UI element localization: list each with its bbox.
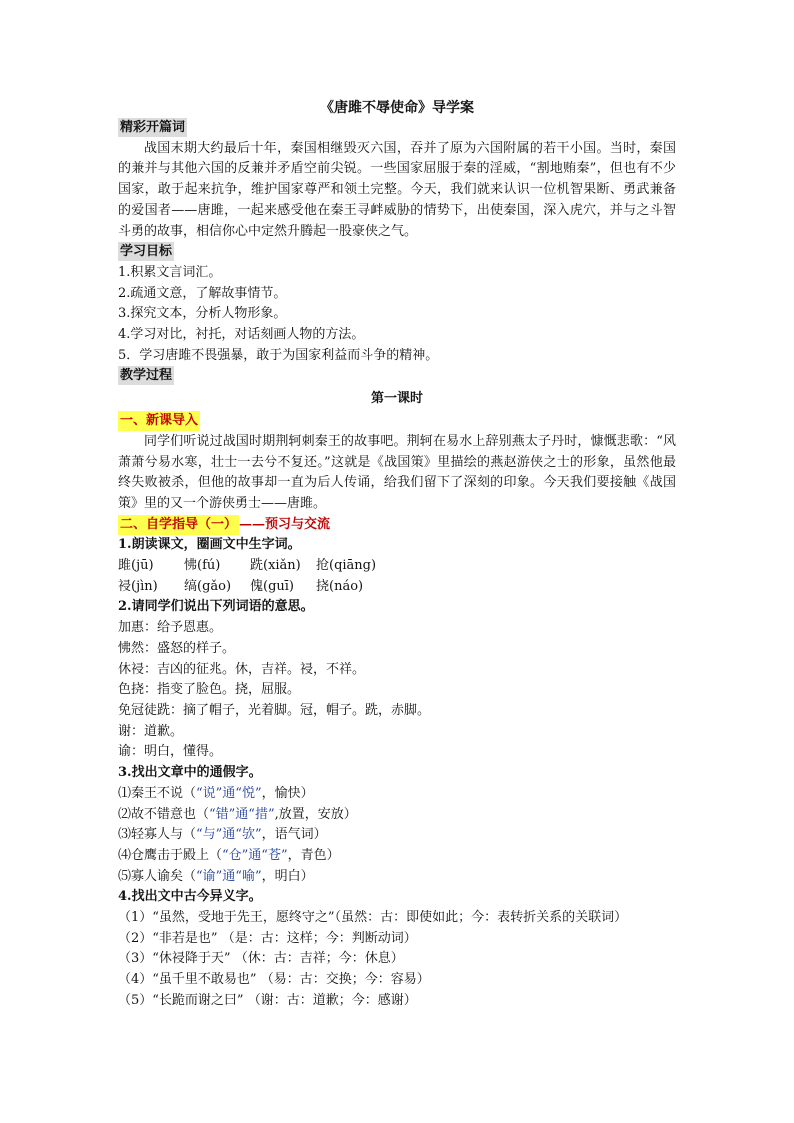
ancient-modern-item: （1）“虽然，受地于先王，愿终守之”（虽然：古：即使如此；今：表转折关系的关联词）	[118, 910, 628, 926]
loan-pair: “与”通“欤”	[196, 827, 262, 843]
goal-item: 4.学习对比，衬托，对话刻画人物的方法。	[118, 327, 365, 343]
loan-meaning: ，愉快）	[261, 785, 314, 801]
goals-section-heading	[118, 242, 676, 263]
goals-label: 学习目标	[120, 244, 173, 260]
loan-meaning: ,放置，安放）	[274, 806, 357, 822]
loan-character-item	[118, 784, 676, 805]
loan-pair: “谕”通“喻”	[196, 868, 262, 884]
process-label: 教学过程	[120, 368, 173, 384]
definition-item: 谢：道歉。	[118, 723, 184, 739]
pronunciation-item: 傀(guī)	[250, 578, 294, 594]
goal-item: 2.疏通文意，了解故事情节。	[118, 285, 287, 301]
intro-paragraph: 同学们听说过战国时期荆轲刺秦王的故事吧。荆轲在易水上辞别燕太子丹时，慷慨悲歌：“风萧萧兮易水寒，壮士一去兮不复还。”这就是《战国策》里描绘的燕赵游侠之士的形象，虽然他最终失败被杀，但他的故事却一直为后人传诵，给我们留下了深刻的印象。今天我们要接触《战国策》里的又一个游侠勇士——唐雎。	[118, 433, 676, 511]
pronunciation-item: 祲(jìn)	[118, 578, 158, 594]
loan-text: ⑶轻寡人与（	[118, 827, 197, 843]
opening-section-heading	[118, 118, 676, 139]
definition-item: 怫然：盛怒的样子。	[118, 640, 236, 656]
loan-meaning: ，语气词）	[261, 827, 327, 843]
loan-meaning: ，明白）	[261, 868, 314, 884]
ancient-modern-item: （2）“非若是也” （是：古：这样；今：判断动词）	[118, 930, 417, 946]
self-study-heading: 二、自学指导（一）	[118, 515, 239, 535]
lesson-heading: 第一课时	[370, 391, 423, 407]
intro-heading-row	[118, 411, 676, 432]
process-section-heading	[118, 366, 676, 387]
loan-pair: “仓”通“苍”	[222, 847, 288, 863]
pronunciation-item: 跣(xiǎn)	[250, 558, 301, 574]
pronunciation-row	[118, 577, 676, 598]
loan-text: ⑴秦王不说（	[118, 785, 197, 801]
question-3-title: 3.找出文章中的通假字。	[118, 765, 262, 781]
definition-item: 色挠：指变了脸色。挠，屈服。	[118, 682, 301, 698]
pronunciation-item: 雎(jū)	[118, 558, 154, 574]
definition-item: 谕：明白，懂得。	[118, 744, 223, 760]
loan-character-item	[118, 867, 676, 888]
goal-item: 5．学习唐雎不畏强暴，敢于为国家利益而斗争的精神。	[118, 347, 439, 363]
definition-item: 休祲：吉凶的征兆。休，吉祥。祲，不祥。	[118, 661, 366, 677]
loan-character-item	[118, 805, 676, 826]
self-study-heading-tail: ——预习与交流	[239, 516, 331, 532]
document-title: 《唐雎不辱使命》导学案	[320, 100, 474, 116]
pronunciation-item: 抢(qiāng)	[316, 558, 377, 574]
loan-text: ⑷仓鹰击于殿上（	[118, 847, 223, 863]
definition-item: 加惠：给予恩惠。	[118, 620, 223, 636]
loan-character-item	[118, 846, 676, 867]
opening-label: 精彩开篇词	[120, 120, 186, 135]
question-4-title: 4.找出文中古今异义字。	[118, 889, 262, 905]
loan-text: ⑸寡人谕矣（	[118, 868, 197, 884]
goals-list	[118, 263, 676, 367]
pronunciation-row	[118, 556, 676, 577]
loan-text: ⑵故不错意也（	[118, 806, 210, 822]
goal-item: 3.探究文本，分析人物形象。	[118, 306, 287, 322]
loan-character-item	[118, 825, 676, 846]
goal-item: 1.积累文言词汇。	[118, 264, 222, 280]
pronunciation-item: 缟(gǎo)	[184, 578, 232, 594]
definition-item: 免冠徒跣：摘了帽子，光着脚。冠，帽子。跣，赤脚。	[118, 702, 431, 718]
ancient-modern-item: （3）“休祲降于天” （休：古：吉祥；今：休息）	[118, 951, 404, 967]
question-1-title: 1.朗读课文，圈画文中生字词。	[118, 537, 301, 553]
pronunciation-item: 怫(fú)	[184, 558, 221, 574]
intro-heading: 一、新课导入	[118, 411, 200, 431]
loan-pair: “说”通“悦”	[196, 785, 262, 801]
document-page	[118, 98, 676, 1012]
pronunciation-item: 挠(náo)	[316, 578, 364, 594]
loan-pair: “错”通“措”	[209, 806, 275, 822]
opening-paragraph: 战国末期大约最后十年，秦国相继毁灭六国，吞并了原为六国附属的若干小国。当时，秦国的兼并与其他六国的反兼并矛盾空前尖锐。一些国家屈服于秦的淫威，“割地贿秦”，但也有不少国家，敢于起来抗争，维护国家尊严和领土完整。今天，我们就来认识一位机智果断、勇武兼备的爱国者——唐雎，一起来感受他在秦王寻衅威胁的情势下，出使秦国，深入虎穴，并与之斗智斗勇的故事，相信你心中定然升腾起一股豪侠之气。	[118, 140, 676, 239]
question-2-title: 2.请同学们说出下列词语的意思。	[118, 599, 314, 615]
self-study-heading-row	[118, 515, 676, 536]
ancient-modern-item: （5）“长跪而谢之曰” （谢：古：道歉；今：感谢）	[118, 992, 417, 1008]
loan-meaning: ，青色）	[287, 847, 340, 863]
ancient-modern-item: （4）“虽千里不敢易也” （易：古：交换；今：容易）	[118, 972, 430, 988]
